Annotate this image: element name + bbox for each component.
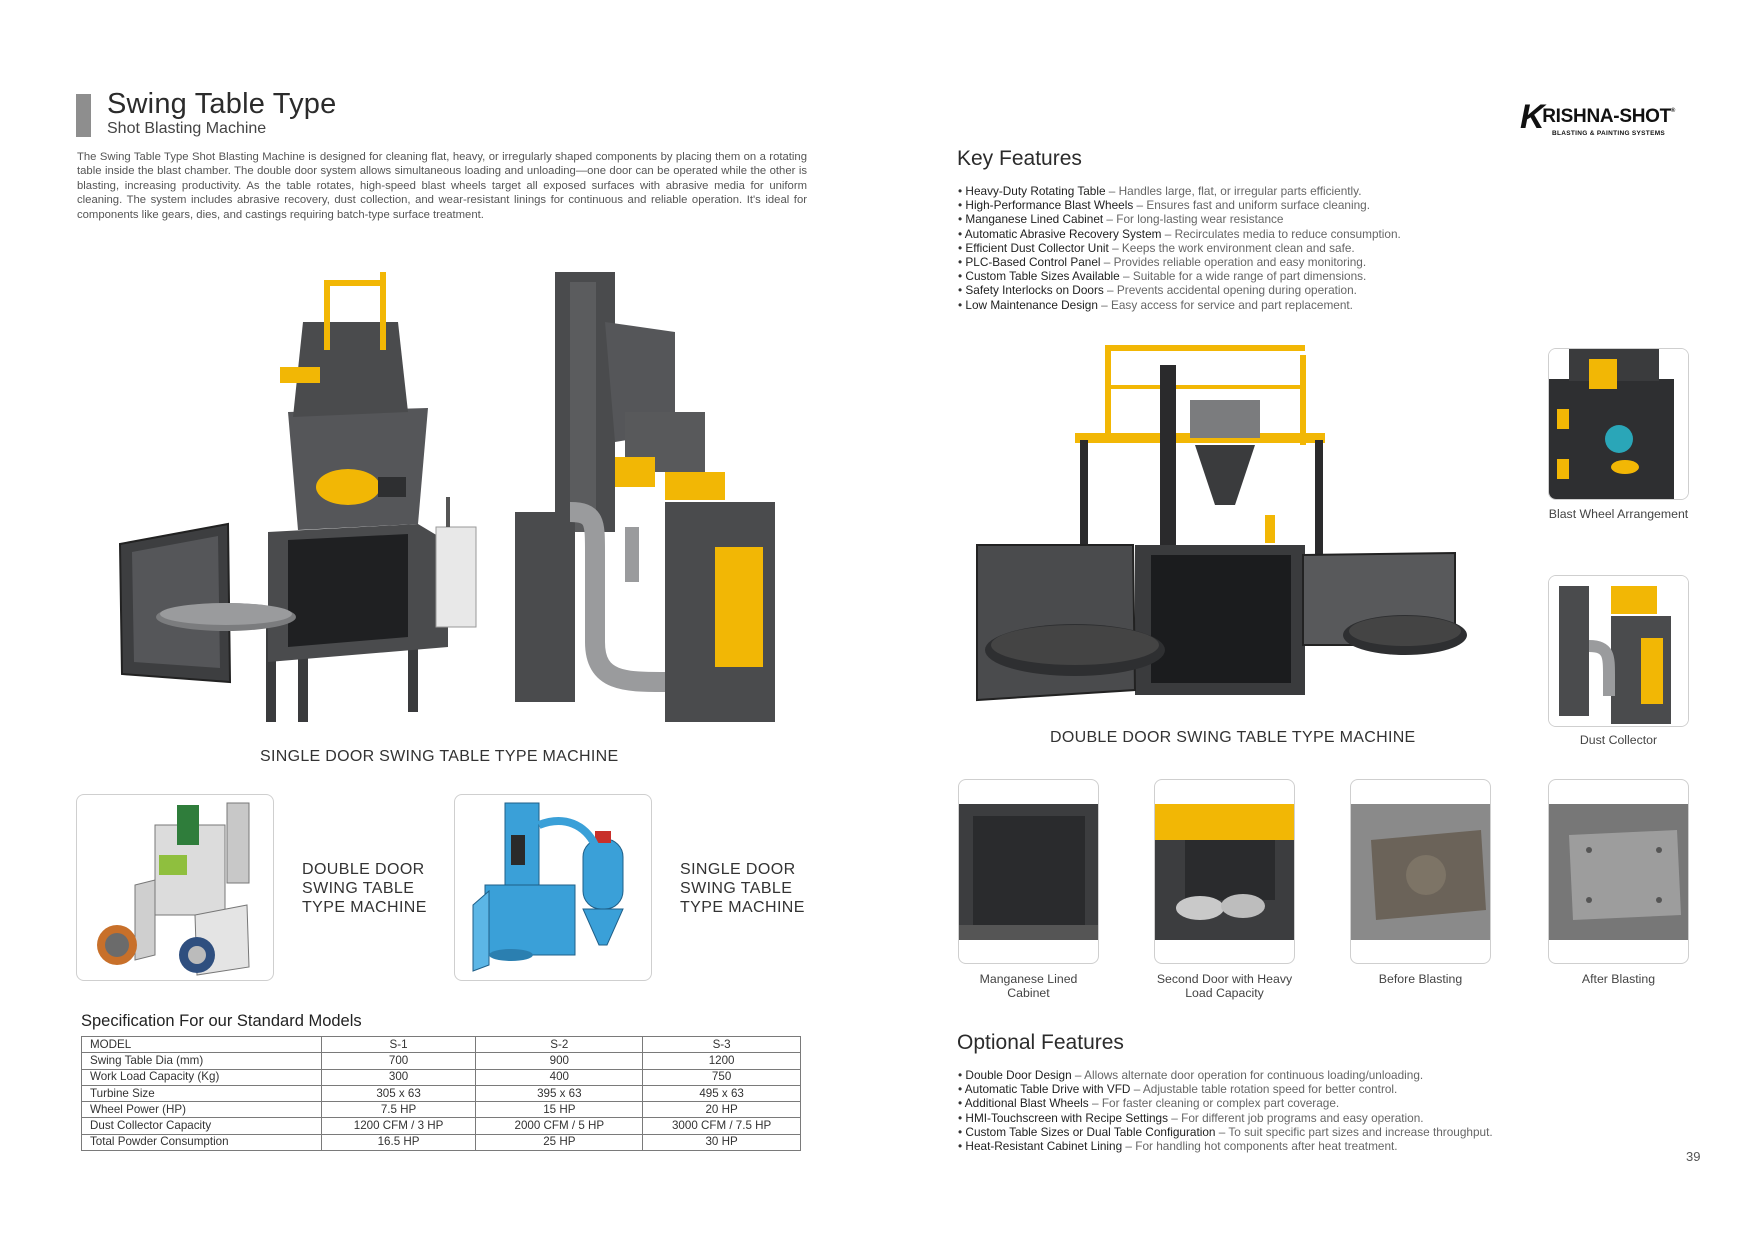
optional-feature-item	[958, 1096, 1493, 1110]
feature-name: Double Door Design	[965, 1068, 1072, 1082]
feature-desc: – Easy access for service and part replacement.	[1097, 297, 1353, 312]
before-blasting-image	[1351, 780, 1491, 964]
manganese-cabinet-image	[959, 780, 1099, 964]
optional-feature-item	[958, 1125, 1493, 1139]
spec-header-row	[82, 1037, 801, 1053]
spec-header-cell: S-3	[643, 1037, 801, 1053]
feature-item	[958, 255, 1401, 269]
spec-cell: 15 HP	[476, 1102, 643, 1118]
title-accent-bar	[76, 94, 91, 137]
feature-desc: – Handles large, flat, or irregular parts efficiently.	[1105, 184, 1362, 198]
spec-table	[81, 1036, 801, 1151]
double-door-caption: DOUBLE DOOR SWING TABLE TYPE MACHINE	[1050, 729, 1416, 746]
spec-cell: 30 HP	[643, 1134, 801, 1150]
spec-cell: 395 x 63	[476, 1085, 643, 1101]
spec-cell: 305 x 63	[321, 1085, 476, 1101]
blast-wheel-caption: Blast Wheel Arrangement	[1548, 507, 1689, 521]
double-door-machine-image	[955, 345, 1515, 715]
drawing1-label-line2: SWING TABLE	[302, 880, 415, 897]
feature-item	[958, 269, 1401, 283]
spec-cell: Work Load Capacity (Kg)	[82, 1069, 322, 1085]
dust-collector-thumb	[1548, 575, 1689, 727]
spec-row	[82, 1134, 801, 1150]
second-door-image	[1155, 780, 1295, 964]
feature-name: Safety Interlocks on Doors	[965, 283, 1104, 298]
feature-name: Efficient Dust Collector Unit	[965, 240, 1109, 255]
spec-cell: 25 HP	[476, 1134, 643, 1150]
feature-name: HMI-Touchscreen with Recipe Settings	[965, 1110, 1169, 1125]
spec-header-cell: S-2	[476, 1037, 643, 1053]
feature-desc: – Keeps the work environment clean and safe.	[1108, 240, 1355, 255]
spec-cell: 400	[476, 1069, 643, 1085]
after-blasting-image	[1549, 780, 1689, 964]
spec-cell: 20 HP	[643, 1102, 801, 1118]
before-blasting-caption: Before Blasting	[1378, 972, 1463, 986]
drawing2-label-line1: SINGLE DOOR	[680, 861, 796, 878]
feature-item	[958, 212, 1401, 226]
intro-paragraph: The Swing Table Type Shot Blasting Machine is designed for cleaning flat, heavy, or irregularly shaped components by placing them on a rotating table inside the blast chamber. The double door system allows simultaneous loading and unloading—one door can be operated while the other is blasting, increasing productivity. As the table rotates, high-speed blast wheels target all exposed surfaces with abrasive media for uniform cleaning. The system includes abrasive recovery, dust collection, and wear-resistant linings for continuous and reliable operation. It's ideal for components like gears, dies, and castings requiring batch-type surface treatment.	[77, 151, 807, 221]
spec-cell: 750	[643, 1069, 801, 1085]
feature-item	[958, 283, 1401, 297]
spec-cell: Swing Table Dia (mm)	[82, 1053, 322, 1069]
drawing2-label-line3: TYPE MACHINE	[680, 899, 805, 916]
feature-desc: – Allows alternate door operation for continuous loading/unloading.	[1071, 1068, 1424, 1082]
feature-item	[958, 227, 1401, 241]
spec-cell: 900	[476, 1053, 643, 1069]
feature-name: Low Maintenance Design	[965, 297, 1098, 312]
feature-name: Custom Table Sizes Available	[965, 269, 1120, 284]
spec-row	[82, 1118, 801, 1134]
spec-row	[82, 1085, 801, 1101]
spec-table-title: Specification For our Standard Models	[81, 1012, 362, 1030]
spec-cell: Total Powder Consumption	[82, 1134, 322, 1150]
key-features-list	[958, 184, 1401, 312]
after-blasting-caption: After Blasting	[1581, 972, 1656, 986]
double-door-drawing-label	[302, 860, 427, 917]
before-blasting-thumb	[1350, 779, 1491, 964]
feature-name: Manganese Lined Cabinet	[965, 212, 1104, 227]
logo-text: RISHNA-SHOT	[1542, 106, 1671, 127]
single-door-drawing-image	[455, 795, 652, 981]
spec-row	[82, 1069, 801, 1085]
spec-header-cell: S-1	[321, 1037, 476, 1053]
single-door-machine-image	[118, 262, 478, 732]
page-number: 39	[1686, 1149, 1701, 1164]
single-door-caption: SINGLE DOOR SWING TABLE TYPE MACHINE	[260, 748, 619, 765]
optional-features-title: Optional Features	[957, 1031, 1124, 1054]
feature-name: Automatic Table Drive with VFD	[964, 1082, 1131, 1097]
optional-feature-item	[958, 1111, 1493, 1125]
manganese-cabinet-caption: Manganese Lined Cabinet	[979, 972, 1078, 1000]
spec-cell: 3000 CFM / 7.5 HP	[643, 1118, 801, 1134]
feature-desc: – Prevents accidental opening during operation.	[1103, 283, 1357, 298]
feature-name: Automatic Abrasive Recovery System	[964, 226, 1162, 241]
optional-features-list	[958, 1068, 1493, 1153]
optional-feature-item	[958, 1082, 1493, 1096]
feature-name: Custom Table Sizes or Dual Table Configuration	[965, 1124, 1216, 1139]
spec-row	[82, 1053, 801, 1069]
logo-registered: ®	[1670, 108, 1676, 114]
page-title: Swing Table Type	[107, 88, 337, 120]
second-door-thumb	[1154, 779, 1295, 964]
feature-desc: – Ensures fast and uniform surface cleaning.	[1133, 198, 1370, 213]
spec-cell: 495 x 63	[643, 1085, 801, 1101]
drawing1-label-line1: DOUBLE DOOR	[302, 861, 425, 878]
double-door-drawing-image	[77, 795, 274, 981]
logo-k: K	[1520, 98, 1545, 136]
spec-cell: Wheel Power (HP)	[82, 1102, 322, 1118]
blast-wheel-image	[1549, 349, 1689, 500]
drawing2-label-line2: SWING TABLE	[680, 880, 793, 897]
feature-name: Heat-Resistant Cabinet Lining	[965, 1139, 1123, 1154]
feature-desc: – For handling hot components after heat treatment.	[1122, 1139, 1398, 1154]
manganese-cabinet-thumb	[958, 779, 1099, 964]
single-door-drawing-card	[454, 794, 652, 981]
feature-desc: – To suit specific part sizes and increase throughput.	[1215, 1124, 1493, 1139]
krishna-shot-logo	[1520, 92, 1690, 138]
feature-name: Heavy-Duty Rotating Table	[965, 184, 1106, 198]
spec-cell: Turbine Size	[82, 1085, 322, 1101]
feature-desc: – Recirculates media to reduce consumption.	[1161, 226, 1401, 241]
feature-name: PLC-Based Control Panel	[965, 255, 1101, 270]
single-door-machine-side-image	[515, 262, 785, 732]
spec-cell: 300	[321, 1069, 476, 1085]
feature-item	[958, 241, 1401, 255]
feature-item	[958, 298, 1401, 312]
spec-cell: 7.5 HP	[321, 1102, 476, 1118]
spec-cell: 16.5 HP	[321, 1134, 476, 1150]
double-door-drawing-card	[76, 794, 274, 981]
feature-desc: – Adjustable table rotation speed for better control.	[1130, 1082, 1398, 1097]
spec-header-cell: MODEL	[82, 1037, 322, 1053]
feature-desc: – Suitable for a wide range of part dimensions.	[1119, 269, 1367, 284]
single-door-drawing-label	[680, 860, 805, 917]
spec-cell: 1200 CFM / 3 HP	[321, 1118, 476, 1134]
feature-desc: – For long-lasting wear resistance	[1103, 212, 1284, 227]
page-subtitle: Shot Blasting Machine	[107, 120, 267, 137]
optional-feature-item	[958, 1139, 1493, 1153]
after-blasting-thumb	[1548, 779, 1689, 964]
spec-cell: Dust Collector Capacity	[82, 1118, 322, 1134]
feature-desc: – Provides reliable operation and easy monitoring.	[1100, 255, 1367, 270]
second-door-caption: Second Door with Heavy Load Capacity	[1156, 972, 1293, 1000]
spec-cell: 2000 CFM / 5 HP	[476, 1118, 643, 1134]
feature-name: High-Performance Blast Wheels	[965, 198, 1134, 213]
dust-collector-image	[1549, 576, 1689, 727]
feature-item	[958, 198, 1401, 212]
logo-tagline: BLASTING & PAINTING SYSTEMS	[1552, 130, 1666, 137]
drawing1-label-line3: TYPE MACHINE	[302, 899, 427, 916]
optional-feature-item	[958, 1068, 1493, 1082]
feature-desc: – For different job programs and easy operation.	[1168, 1110, 1424, 1125]
dust-collector-caption: Dust Collector	[1579, 733, 1658, 747]
spec-cell: 700	[321, 1053, 476, 1069]
spec-row	[82, 1102, 801, 1118]
key-features-title: Key Features	[957, 147, 1082, 170]
spec-cell: 1200	[643, 1053, 801, 1069]
blast-wheel-thumb	[1548, 348, 1689, 500]
feature-item	[958, 184, 1401, 198]
feature-name: Additional Blast Wheels	[964, 1096, 1089, 1111]
feature-desc: – For faster cleaning or complex part coverage.	[1088, 1096, 1340, 1111]
